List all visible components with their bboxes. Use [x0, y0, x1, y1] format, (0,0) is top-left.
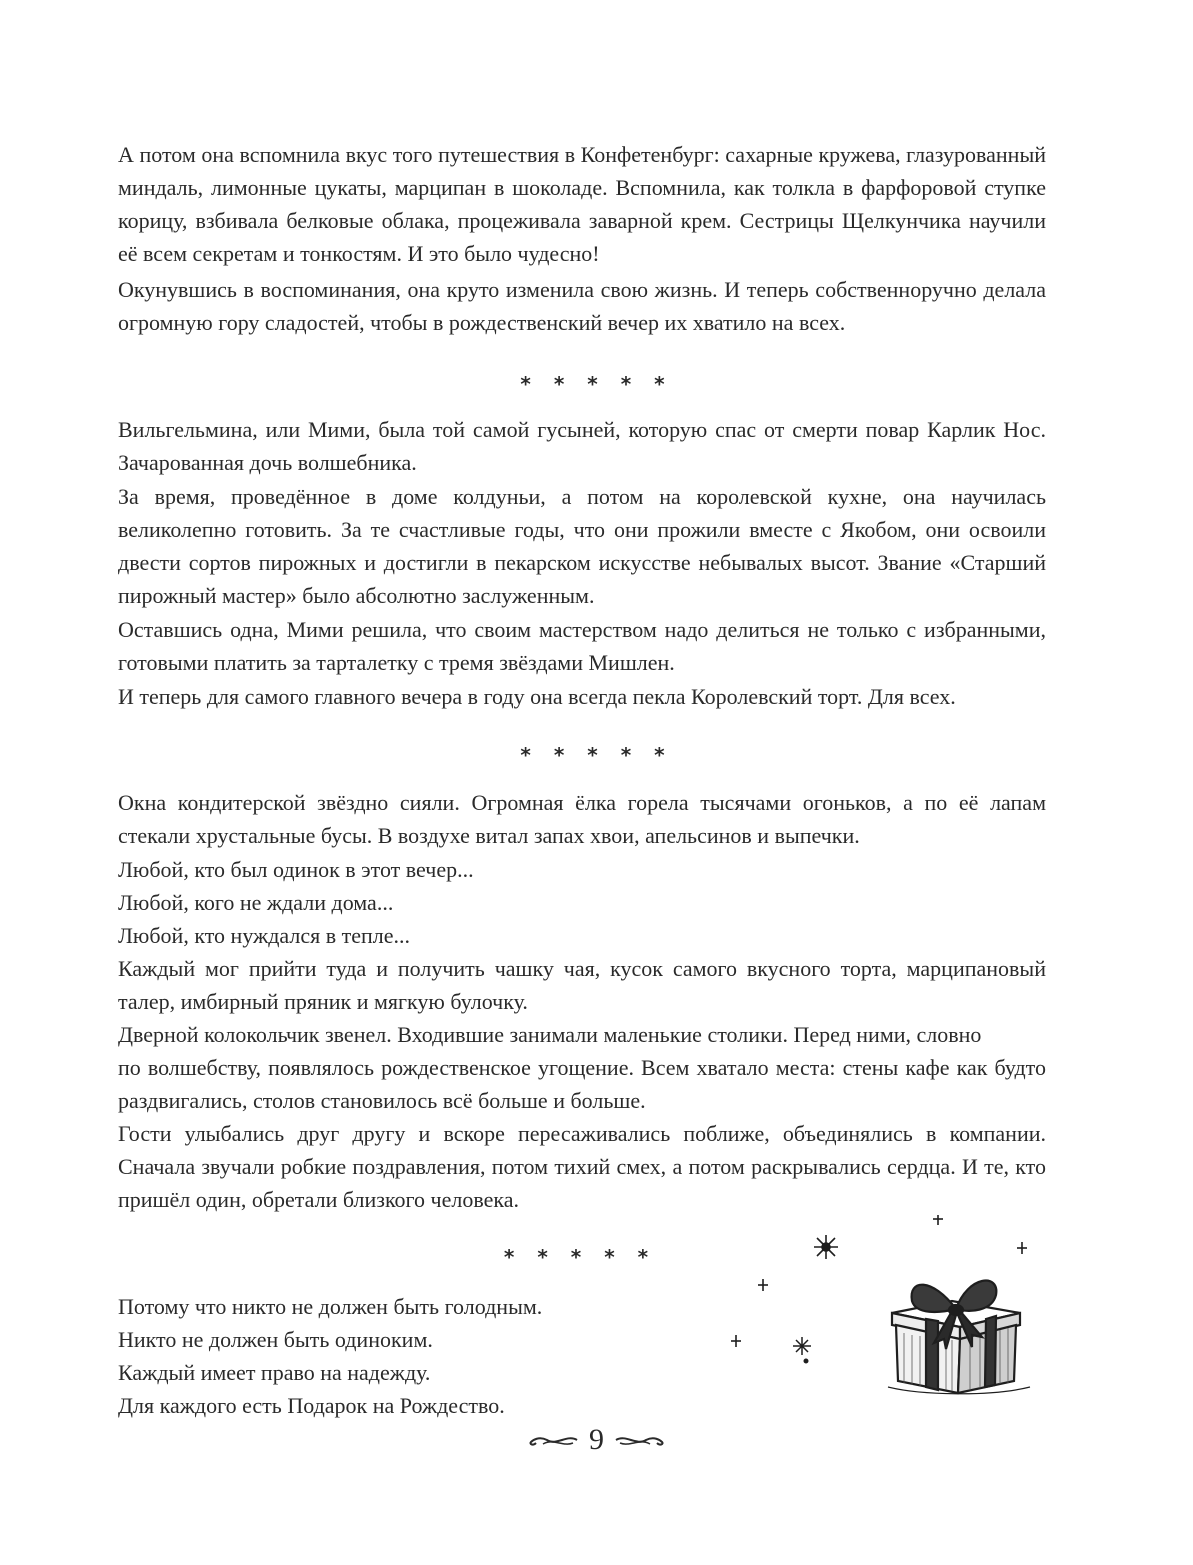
paragraph-guests: Гости улыбались друг другу и вскоре пересаживались поближе, объединялись в компании. Сначала звучали робкие поздравления, потом тихий смех, а потом раскрывались сердца. И те, кто пришёл один, обретали близкого человека.	[118, 1121, 1046, 1212]
paragraph-windows: Окна кондитерской звёздно сияли. Огромная ёлка горела тысячами огоньков, а по её лапам стекали хрустальные бусы. В воздухе витал запах хвои, апельсинов и выпечки.	[118, 790, 1046, 848]
paragraph-bell-start: Дверной колокольчик звенел. Входившие занимали маленькие столики. Перед ними, словно	[118, 1022, 982, 1047]
page-number: 9	[589, 1423, 604, 1456]
snowflake-icon	[793, 1337, 811, 1355]
gift-illustration	[720, 1215, 1050, 1395]
closing-line: Каждый имеет право на надежду.	[118, 1360, 431, 1385]
paragraph-bell-cont: по волшебству, появлялось рождественское угощение. Всем хватало места: стены кафе как будто раздвигались, столов становилось всё больше и больше.	[118, 1055, 1046, 1113]
paragraph-cooking: За время, проведённое в доме колдуньи, а потом на королевской кухне, она научилась великолепно готовить. За те счастливые годы, что они прожили вместе с Якобом, они освоили двести сортов пирожных и достигли в пекарском искусстве небывалых высот. Звание «Старший пирожный мастер» было абсолютно заслуженным.	[118, 484, 1046, 608]
sparkle-icon	[731, 1335, 741, 1347]
dot-decoration	[804, 1359, 808, 1363]
paragraph-life-change: Окунувшись в воспоминания, она круто изменила свою жизнь. И теперь собственноручно делала огромную гору сладостей, чтобы в рождественский вечер их хватило на всех.	[118, 277, 1046, 335]
sparkle-icon	[1017, 1242, 1027, 1254]
line-warmth: Любой, кто нуждался в тепле...	[118, 923, 411, 948]
paragraph-mastery: Оставшись одна, Мими решила, что своим мастерством надо делиться не только с избранными, готовыми платить за тарталетку с тремя звёздами Мишлен.	[118, 617, 1046, 675]
paragraph-royal-cake: И теперь для самого главного вечера в году она всегда пекла Королевский торт. Для всех.	[118, 684, 956, 709]
closing-line: Никто не должен быть одиноким.	[118, 1327, 433, 1352]
section-separator: * * * * *	[520, 743, 673, 767]
gift-box-icon	[892, 1281, 1020, 1393]
snowflake-icon	[814, 1235, 838, 1259]
flourish-left-icon	[527, 1430, 579, 1450]
flourish-right-icon	[614, 1430, 666, 1450]
section-separator: * * * * *	[520, 372, 673, 396]
paragraph-wilhelmina: Вильгельмина, или Мими, была той самой гусыней, которую спас от смерти повар Карлик Нос. Зачарованная дочь волшебника.	[118, 417, 1046, 475]
closing-line: Потому что никто не должен быть голодным.	[118, 1294, 543, 1319]
line-lonely: Любой, кто был одинок в этот вечер...	[118, 857, 474, 882]
line-not-awaited: Любой, кого не ждали дома...	[118, 890, 394, 915]
sparkle-icon	[758, 1279, 768, 1291]
paragraph-memories: А потом она вспомнила вкус того путешествия в Конфетенбург: сахарные кружева, глазурованный миндаль, лимонные цукаты, марципан в шоколаде. Вспомнила, как толкла в фарфоровой ступке корицу, взбивала белковые облака, процеживала заварной крем. Сестрицы Щелкунчика научили её всем секретам и тонкостям. И это было чудесно!	[118, 142, 1046, 266]
section-separator: * * * * *	[503, 1245, 657, 1269]
sparkle-icon	[933, 1215, 943, 1225]
closing-line: Для каждого есть Подарок на Рождество.	[118, 1393, 505, 1418]
page-number-block	[0, 1420, 1193, 1460]
paragraph-everyone: Каждый мог прийти туда и получить чашку чая, кусок самого вкусного торта, марципановый талер, имбирный пряник и мягкую булочку.	[118, 956, 1046, 1014]
